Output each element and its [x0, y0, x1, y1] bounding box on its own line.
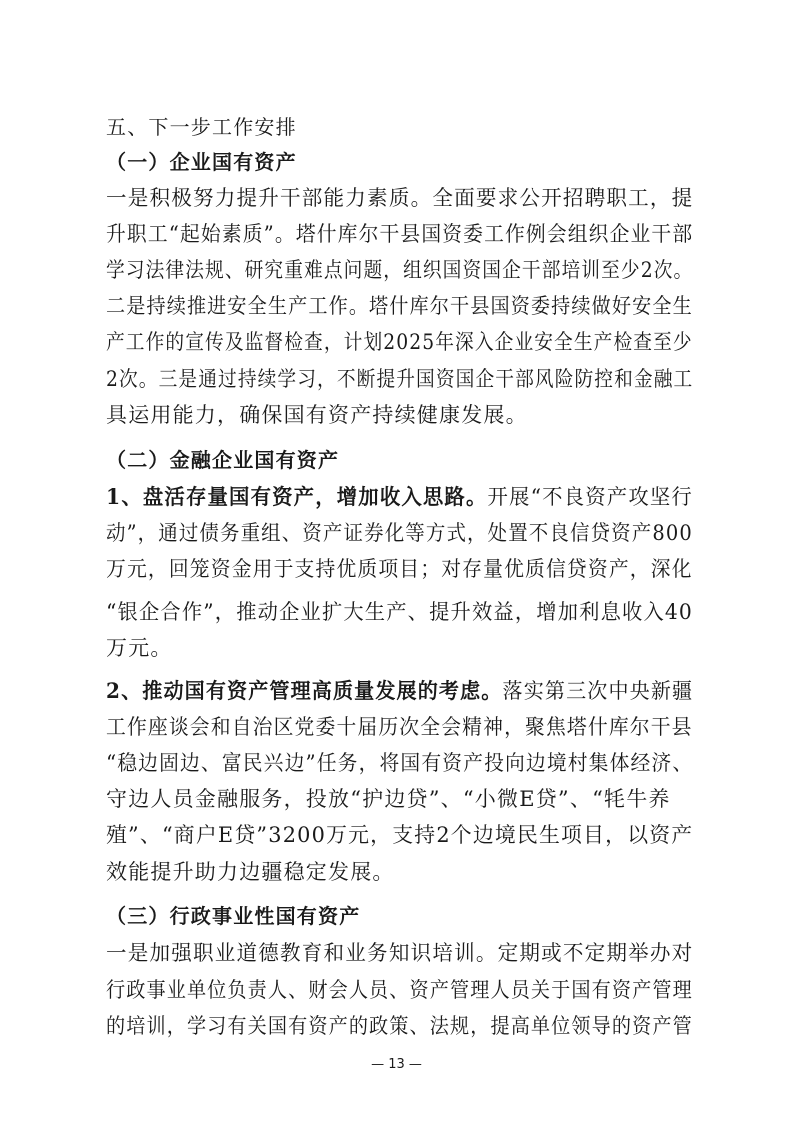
paragraph-line: 守边人员金融服务，投放“护边贷”、“小微E贷”、“牦牛养	[106, 787, 671, 811]
paragraph-line	[106, 676, 693, 706]
paragraph-line: 的培训，学习有关国有资产的政策、法规，提高单位领导的资产管	[106, 1014, 693, 1038]
subsection-title-2: （二）金融企业国有资产	[106, 448, 340, 472]
paragraph-line: 一是积极努力提升干部能力素质。全面要求公开招聘职工，提	[106, 186, 694, 210]
paragraph-line: 行政事业单位负责人、财会人员、资产管理人员关于国有资产管理	[106, 978, 693, 1002]
paragraph-line	[106, 482, 693, 512]
item-heading: 1、盘活存量国有资产，增加收入思路。	[106, 484, 488, 509]
paragraph-line: 效能提升助力边疆稳定发展。	[106, 860, 395, 884]
paragraph-line: 工作座谈会和自治区党委十届历次全会精神，聚焦塔什库尔干县	[106, 715, 693, 739]
paragraph-line: “银企合作”，推动企业扩大生产、提升效益，增加利息收入40	[106, 600, 693, 624]
paragraph-line: 具运用能力，确保国有资产持续健康发展。	[106, 403, 528, 427]
subsection-title-3: （三）行政事业性国有资产	[106, 904, 361, 928]
paragraph-line: 二是持续推进安全生产工作。塔什库尔干县国资委持续做好安全生	[106, 294, 693, 318]
paragraph-line: 学习法律法规、研究重难点问题，组织国资国企干部培训至少2次。	[106, 258, 694, 282]
item-heading: 2、推动国有资产管理高质量发展的考虑。	[106, 678, 503, 703]
paragraph-line: 殖”、“商户E贷”3200万元，支持2个边境民生项目，以资产	[106, 823, 694, 847]
paragraph-line: 动”，通过债务重组、资产证券化等方式，处置不良信贷资产800	[106, 521, 693, 545]
item-text: 开展“不良资产攻坚行	[487, 485, 693, 509]
paragraph-line: 产工作的宣传及监督检查，计划2025年深入企业安全生产检查至少	[106, 330, 693, 354]
item-text: 落实第三次中央新疆	[502, 679, 694, 703]
paragraph-line: 万元，回笼资金用于支持优质项目；对存量优质信贷资产，深化	[106, 557, 693, 581]
paragraph-line: “稳边固边、富民兴边”任务，将国有资产投向边境村集体经济、	[106, 751, 694, 775]
paragraph-line: 万元。	[106, 636, 173, 660]
page-number: — 13 —	[371, 1057, 422, 1072]
subsection-title-1: （一）企业国有资产	[106, 150, 297, 174]
paragraph-line: 升职工“起始素质”。塔什库尔干县国资委工作例会组织企业干部	[106, 222, 694, 246]
paragraph-line: 一是加强职业道德教育和业务知识培训。定期或不定期举办对	[106, 941, 694, 965]
section-heading: 五、下一步工作安排	[106, 115, 297, 139]
paragraph-line: 2次。三是通过持续学习，不断提升国资国企干部风险防控和金融工	[106, 367, 694, 391]
